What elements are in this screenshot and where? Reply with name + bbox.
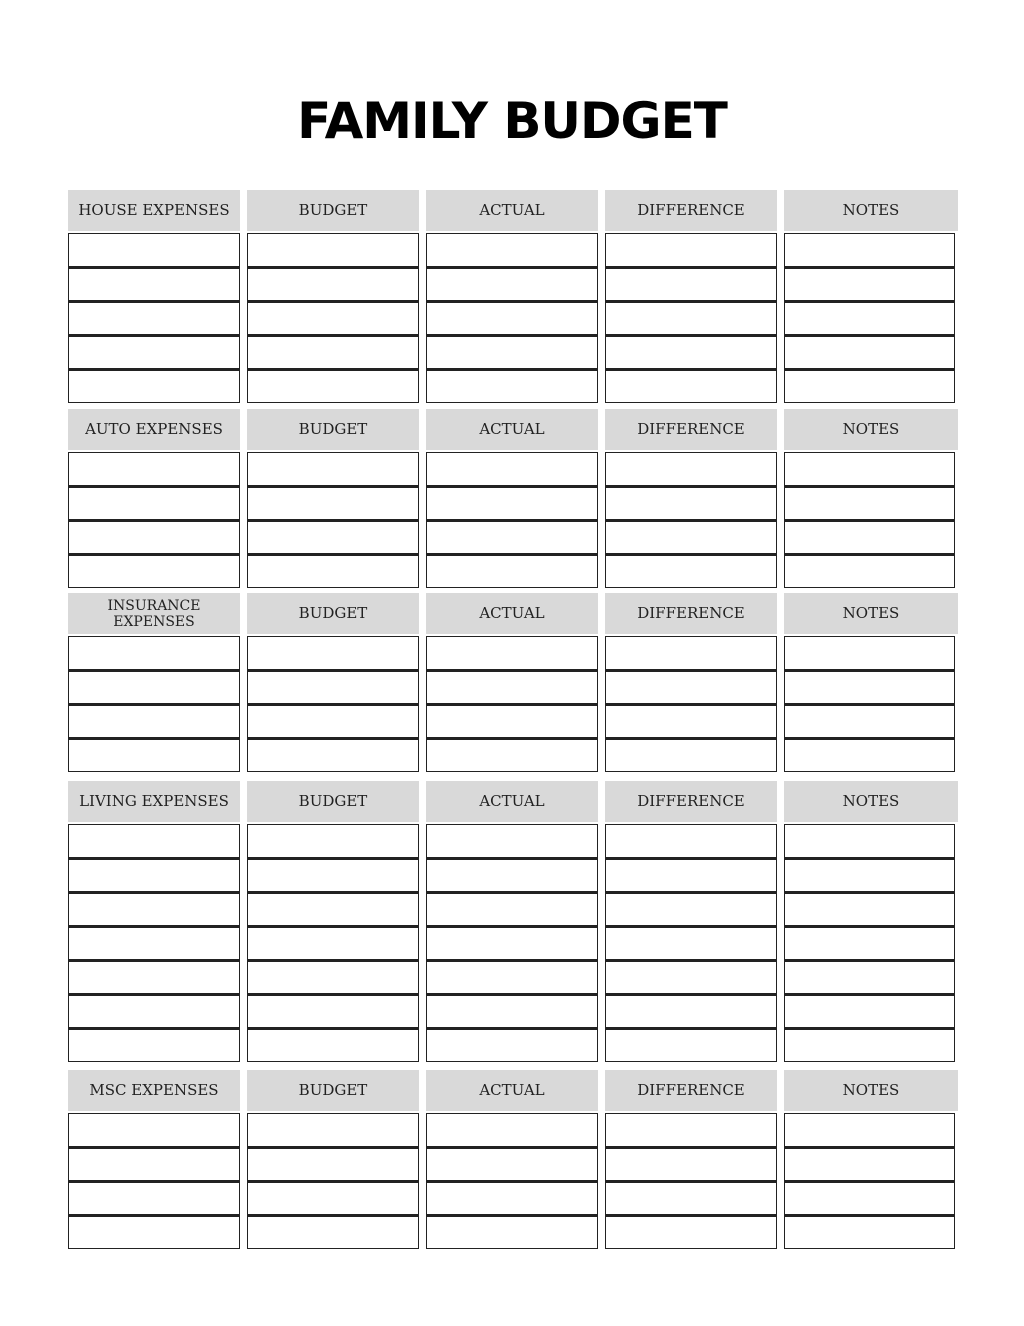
entry-cell[interactable] xyxy=(68,335,240,369)
header-label: ACTUAL xyxy=(479,604,545,622)
entry-cell[interactable] xyxy=(784,670,955,704)
entry-cell[interactable] xyxy=(605,824,777,858)
entry-cell[interactable] xyxy=(247,704,419,738)
entry-cell[interactable] xyxy=(605,486,777,520)
entry-cell[interactable] xyxy=(68,267,240,301)
entry-cell[interactable] xyxy=(426,1181,598,1215)
header-label: INSURANCE EXPENSES xyxy=(107,597,201,630)
header-label: LIVING EXPENSES xyxy=(79,792,229,810)
column-budget xyxy=(247,452,419,588)
entry-cell[interactable] xyxy=(426,369,598,403)
entry-cell[interactable] xyxy=(426,267,598,301)
entry-cell[interactable] xyxy=(426,670,598,704)
page-title: FAMILY BUDGET xyxy=(297,92,727,150)
entry-cell[interactable] xyxy=(784,824,955,858)
section-header-row xyxy=(68,593,958,634)
header-label: DIFFERENCE xyxy=(637,1081,745,1099)
entry-cell[interactable] xyxy=(426,858,598,892)
entry-cell[interactable] xyxy=(247,369,419,403)
column-notes xyxy=(784,452,955,588)
column-actual xyxy=(426,1113,598,1249)
section-insurance xyxy=(68,593,958,772)
column-header-actual xyxy=(426,190,598,231)
entry-cell[interactable] xyxy=(784,892,955,926)
entry-cell[interactable] xyxy=(426,1215,598,1249)
entry-cell[interactable] xyxy=(784,704,955,738)
column-header-actual xyxy=(426,781,598,822)
header-label: BUDGET xyxy=(298,420,368,438)
entry-cell[interactable] xyxy=(784,554,955,588)
entry-cell[interactable] xyxy=(426,926,598,960)
column-header-notes xyxy=(784,190,958,231)
entry-cell[interactable] xyxy=(426,452,598,486)
header-label: DIFFERENCE xyxy=(637,604,745,622)
section-header-row xyxy=(68,409,958,450)
entry-cell[interactable] xyxy=(784,1028,955,1062)
entry-cell[interactable] xyxy=(68,301,240,335)
entry-cell[interactable] xyxy=(68,233,240,267)
entry-cell[interactable] xyxy=(247,301,419,335)
entry-cell[interactable] xyxy=(784,738,955,772)
entry-cell[interactable] xyxy=(68,369,240,403)
column-header-difference xyxy=(605,1070,777,1111)
section-body xyxy=(68,452,958,588)
column-difference xyxy=(605,1113,777,1249)
entry-cell[interactable] xyxy=(68,858,240,892)
header-label: NOTES xyxy=(842,792,900,810)
entry-cell[interactable] xyxy=(784,452,955,486)
column-header-notes xyxy=(784,593,958,634)
entry-cell[interactable] xyxy=(784,267,955,301)
column-header-actual xyxy=(426,409,598,450)
entry-cell[interactable] xyxy=(605,267,777,301)
entry-cell[interactable] xyxy=(605,926,777,960)
section-body xyxy=(68,824,958,1062)
section-header-row xyxy=(68,1070,958,1111)
entry-cell[interactable] xyxy=(68,554,240,588)
column-header-budget xyxy=(247,190,419,231)
entry-cell[interactable] xyxy=(247,636,419,670)
entry-cell[interactable] xyxy=(68,1028,240,1062)
section-header-row xyxy=(68,781,958,822)
column-header-notes xyxy=(784,1070,958,1111)
entry-cell[interactable] xyxy=(426,824,598,858)
column-header-budget xyxy=(247,593,419,634)
section-body xyxy=(68,636,958,772)
entry-cell[interactable] xyxy=(784,486,955,520)
entry-cell[interactable] xyxy=(784,301,955,335)
header-label: BUDGET xyxy=(298,201,368,219)
entry-cell[interactable] xyxy=(605,1113,777,1147)
entry-cell[interactable] xyxy=(426,1113,598,1147)
entry-cell[interactable] xyxy=(247,926,419,960)
entry-cell[interactable] xyxy=(68,1215,240,1249)
entry-cell[interactable] xyxy=(426,704,598,738)
entry-cell[interactable] xyxy=(784,369,955,403)
header-label: HOUSE EXPENSES xyxy=(78,201,230,219)
entry-cell[interactable] xyxy=(426,1147,598,1181)
entry-cell[interactable] xyxy=(605,858,777,892)
entry-cell[interactable] xyxy=(426,960,598,994)
column-difference xyxy=(605,233,777,403)
column-header-difference xyxy=(605,593,777,634)
column-difference xyxy=(605,452,777,588)
entry-cell[interactable] xyxy=(605,1147,777,1181)
entry-cell[interactable] xyxy=(605,636,777,670)
entry-cell[interactable] xyxy=(68,452,240,486)
column-header-budget xyxy=(247,1070,419,1111)
section-living xyxy=(68,781,958,1062)
entry-cell[interactable] xyxy=(605,301,777,335)
entry-cell[interactable] xyxy=(426,554,598,588)
entry-cell[interactable] xyxy=(247,452,419,486)
column-header-difference xyxy=(605,190,777,231)
entry-cell[interactable] xyxy=(605,738,777,772)
entry-cell[interactable] xyxy=(784,1113,955,1147)
column-header-difference xyxy=(605,781,777,822)
section-title xyxy=(68,593,240,634)
column-difference xyxy=(605,824,777,1062)
entry-cell[interactable] xyxy=(605,520,777,554)
header-label: NOTES xyxy=(842,201,900,219)
column-header-notes xyxy=(784,781,958,822)
entry-cell[interactable] xyxy=(247,994,419,1028)
header-label: DIFFERENCE xyxy=(637,201,745,219)
entry-cell[interactable] xyxy=(784,1181,955,1215)
entry-cell[interactable] xyxy=(247,892,419,926)
entry-cell[interactable] xyxy=(605,994,777,1028)
entry-cell[interactable] xyxy=(247,554,419,588)
entry-cell[interactable] xyxy=(247,1181,419,1215)
entry-cell[interactable] xyxy=(247,1113,419,1147)
entry-cell[interactable] xyxy=(784,233,955,267)
entry-cell[interactable] xyxy=(426,301,598,335)
entry-cell[interactable] xyxy=(784,926,955,960)
entry-cell[interactable] xyxy=(247,824,419,858)
section-house xyxy=(68,190,958,403)
header-label: BUDGET xyxy=(298,604,368,622)
section-title xyxy=(68,781,240,822)
entry-cell[interactable] xyxy=(426,486,598,520)
entry-cell[interactable] xyxy=(68,636,240,670)
header-label: ACTUAL xyxy=(479,1081,545,1099)
entry-cell[interactable] xyxy=(784,994,955,1028)
column-item xyxy=(68,233,240,403)
column-actual xyxy=(426,452,598,588)
entry-cell[interactable] xyxy=(784,1147,955,1181)
entry-cell[interactable] xyxy=(247,738,419,772)
column-header-actual xyxy=(426,593,598,634)
entry-cell[interactable] xyxy=(68,926,240,960)
entry-cell[interactable] xyxy=(68,994,240,1028)
entry-cell[interactable] xyxy=(247,267,419,301)
entry-cell[interactable] xyxy=(247,335,419,369)
entry-cell[interactable] xyxy=(68,738,240,772)
entry-cell[interactable] xyxy=(605,1181,777,1215)
section-auto xyxy=(68,409,958,588)
entry-cell[interactable] xyxy=(426,233,598,267)
entry-cell[interactable] xyxy=(605,670,777,704)
entry-cell[interactable] xyxy=(247,486,419,520)
header-label: BUDGET xyxy=(298,792,368,810)
entry-cell[interactable] xyxy=(247,1028,419,1062)
entry-cell[interactable] xyxy=(605,892,777,926)
column-actual xyxy=(426,824,598,1062)
entry-cell[interactable] xyxy=(247,670,419,704)
entry-cell[interactable] xyxy=(68,1181,240,1215)
entry-cell[interactable] xyxy=(68,486,240,520)
entry-cell[interactable] xyxy=(68,824,240,858)
entry-cell[interactable] xyxy=(784,1215,955,1249)
column-budget xyxy=(247,636,419,772)
column-header-budget xyxy=(247,409,419,450)
column-difference xyxy=(605,636,777,772)
entry-cell[interactable] xyxy=(247,858,419,892)
header-label: BUDGET xyxy=(298,1081,368,1099)
section-body xyxy=(68,233,958,403)
column-item xyxy=(68,1113,240,1249)
header-label: DIFFERENCE xyxy=(637,792,745,810)
section-title xyxy=(68,409,240,450)
entry-cell[interactable] xyxy=(247,233,419,267)
column-budget xyxy=(247,1113,419,1249)
column-notes xyxy=(784,636,955,772)
header-label: DIFFERENCE xyxy=(637,420,745,438)
entry-cell[interactable] xyxy=(426,994,598,1028)
entry-cell[interactable] xyxy=(68,704,240,738)
entry-cell[interactable] xyxy=(68,960,240,994)
entry-cell[interactable] xyxy=(426,738,598,772)
entry-cell[interactable] xyxy=(605,1215,777,1249)
header-label: MSC EXPENSES xyxy=(89,1081,219,1099)
section-header-row xyxy=(68,190,958,231)
entry-cell[interactable] xyxy=(605,960,777,994)
column-item xyxy=(68,824,240,1062)
column-notes xyxy=(784,824,955,1062)
entry-cell[interactable] xyxy=(426,892,598,926)
column-header-budget xyxy=(247,781,419,822)
header-label: AUTO EXPENSES xyxy=(85,420,223,438)
column-item xyxy=(68,452,240,588)
entry-cell[interactable] xyxy=(426,636,598,670)
header-label: NOTES xyxy=(842,604,900,622)
entry-cell[interactable] xyxy=(426,520,598,554)
entry-cell[interactable] xyxy=(247,960,419,994)
entry-cell[interactable] xyxy=(605,1028,777,1062)
entry-cell[interactable] xyxy=(784,960,955,994)
column-header-difference xyxy=(605,409,777,450)
entry-cell[interactable] xyxy=(784,858,955,892)
entry-cell[interactable] xyxy=(247,1215,419,1249)
entry-cell[interactable] xyxy=(247,1147,419,1181)
column-item xyxy=(68,636,240,772)
entry-cell[interactable] xyxy=(68,892,240,926)
entry-cell[interactable] xyxy=(605,452,777,486)
header-label: ACTUAL xyxy=(479,792,545,810)
entry-cell[interactable] xyxy=(247,520,419,554)
header-label: NOTES xyxy=(842,420,900,438)
entry-cell[interactable] xyxy=(68,1147,240,1181)
header-label: ACTUAL xyxy=(479,420,545,438)
column-header-notes xyxy=(784,409,958,450)
column-budget xyxy=(247,824,419,1062)
column-notes xyxy=(784,233,955,403)
entry-cell[interactable] xyxy=(68,1113,240,1147)
entry-cell[interactable] xyxy=(784,520,955,554)
entry-cell[interactable] xyxy=(605,369,777,403)
column-budget xyxy=(247,233,419,403)
entry-cell[interactable] xyxy=(605,704,777,738)
entry-cell[interactable] xyxy=(68,520,240,554)
entry-cell[interactable] xyxy=(605,554,777,588)
header-label: NOTES xyxy=(842,1081,900,1099)
entry-cell[interactable] xyxy=(605,335,777,369)
section-title xyxy=(68,1070,240,1111)
column-notes xyxy=(784,1113,955,1249)
section-title xyxy=(68,190,240,231)
entry-cell[interactable] xyxy=(784,636,955,670)
column-actual xyxy=(426,636,598,772)
entry-cell[interactable] xyxy=(605,233,777,267)
entry-cell[interactable] xyxy=(426,335,598,369)
column-header-actual xyxy=(426,1070,598,1111)
section-body xyxy=(68,1113,958,1249)
entry-cell[interactable] xyxy=(784,335,955,369)
entry-cell[interactable] xyxy=(68,670,240,704)
section-msc xyxy=(68,1070,958,1249)
column-actual xyxy=(426,233,598,403)
header-label: ACTUAL xyxy=(479,201,545,219)
entry-cell[interactable] xyxy=(426,1028,598,1062)
